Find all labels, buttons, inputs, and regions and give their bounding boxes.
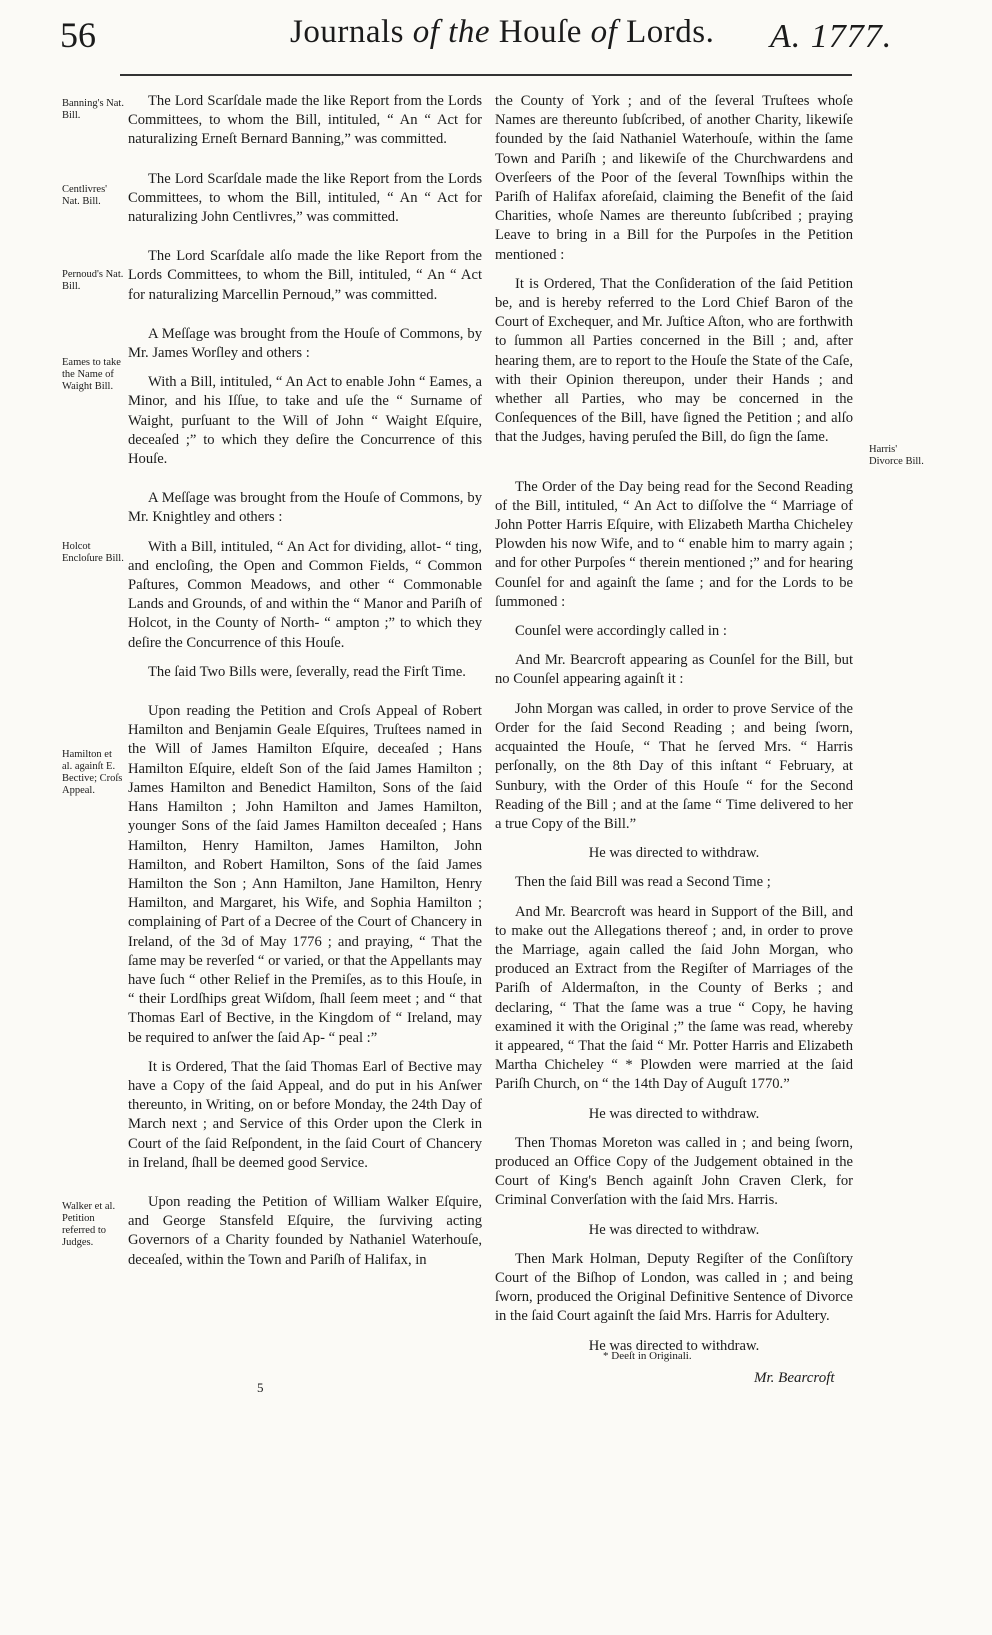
paragraph: John Morgan was called, in order to prove Service of the Order for the ſaid Second Reading ; and being ſworn, acquainted the Houſe, “ That he ſerved Mrs. “ Harris perſonally, on the 8th Day of this inſtant “ February, at Sunbury, with the Order of this Houſe “ for the Second Reading of the Bill ; and at the ſame “ Time delivered to her a true Copy of the Bill.” — [495, 700, 853, 832]
paragraph: The Lord Scarſdale made the like Report from the Lords Committees, to whom the Bill, intituled, “ An “ Act for naturalizing Erneſt Bernard Banning,” was committed. — [128, 93, 482, 148]
margin-note-harris: Harris' Divorce Bill. — [869, 444, 924, 467]
margin-note-eames: Eames to take the Name of Waight Bill. — [62, 357, 121, 392]
right-column — [495, 92, 853, 1356]
margin-note-banning: Banning's Nat. Bill. — [62, 98, 124, 121]
title-journals: Journals — [290, 14, 404, 50]
paragraph: He was directed to withdraw. — [588, 1337, 760, 1354]
footnote: * Deeſt in Originali. — [603, 1350, 692, 1362]
paragraph: He was directed to withdraw. — [588, 845, 760, 862]
paragraph: With a Bill, intituled, “ An Act to enable John “ Eames, a Minor, and his Iſſue, to take and uſe the “ Surname of Waight, purſuant to the Will of John “ Waight Eſquire, deceaſed ;” to which they deſire the Concurrence of this Houſe. — [128, 374, 482, 468]
paragraph: The Lord Scarſdale made the like Report from the Lords Committees, to whom the Bill, intituled, “ An “ Act for naturalizing John Centlivres,” was committed. — [128, 170, 482, 226]
paragraph: He was directed to withdraw. — [588, 1221, 760, 1238]
paragraph: The Lord Scarſdale alſo made the like Report from the Lords Committees, to whom the Bill, intituled, “ An “ Act for naturalizing Marcellin Pernoud,” was committed. — [128, 248, 482, 303]
paragraph: The Order of the Day being read for the Second Reading of the Bill, intituled, “ An Act to diſſolve the “ Marriage of John Potter Harris Eſquire, with Elizabeth Martha Chicheley Plowden his now Wife, and to “ enable him to marry again ; and for other Purpoſes “ therein mentioned ;” and for hearing Counſel for and againſt the ſame ; and for the Lords to be ſummoned : — [495, 478, 853, 610]
title-the: the — [448, 14, 490, 50]
margin-note-pernoud: Pernoud's Nat. Bill. — [62, 269, 124, 292]
paragraph: The ſaid Two Bills were, ſeverally, read the Firſt Time. — [148, 663, 466, 680]
title-of-2: of — [590, 14, 618, 50]
year: A. 1777. — [770, 18, 893, 55]
paragraph: A Meſſage was brought from the Houſe of Commons, by Mr. Knightley and others : — [128, 490, 482, 526]
title-of: of — [412, 14, 440, 50]
page-header — [0, 0, 992, 80]
left-column — [128, 92, 482, 1270]
paragraph: And Mr. Bearcroft appearing as Counſel for the Bill, but no Counſel appearing againſt it : — [495, 652, 853, 688]
paragraph: Then the ſaid Bill was read a Second Time ; — [515, 874, 771, 891]
paragraph: He was directed to withdraw. — [588, 1105, 760, 1122]
journal-title — [290, 14, 714, 51]
margin-note-hamilton: Hamilton et al. againſt E. Bective; Croſs Appeal. — [62, 749, 123, 796]
title-lords: Lords. — [626, 14, 715, 50]
paragraph: With a Bill, intituled, “ An Act for dividing, allot- “ ting, and encloſing, the Open and Common Fields, “ Common Paſtures, Common Meadows, and other “ Commonable Lands and Grounds, of and within the “ Manor and Pariſh of Holcot, in the County of North- “ ampton ;” to which they deſire the Concurrence of this Houſe. — [128, 538, 482, 651]
paragraph: And Mr. Bearcroft was heard in Support of the Bill, and to make out the Allegations thereof ; and, in order to prove the Marriage, again called the ſaid John Morgan, who produced an Extract from the Regiſter of Marriages of the Pariſh of Aldermaſton, in the County of Berks ; and declaring, “ That the ſame was a true “ Copy, he having examined it with the Original ;” the ſame was read, whereby it appeared, “ That the ſaid “ Mr. Potter Harris and Elizabeth Martha Chicheley “ * Plowden were married at the ſaid Pariſh Church, on “ the 14th Day of Auguſt 1770.” — [495, 903, 853, 1093]
title-house: Houſe — [498, 14, 582, 50]
paragraph: the County of York ; and of the ſeveral Truſtees whoſe Names are thereunto ſubſcribed, of another Charity, likewiſe founded by the ſaid Nathaniel Waterhouſe, within the ſame Town and Pariſh ; and likewiſe of the Churchwardens and Overſeers of the Poor of the ſeveral Townſhips within the Pariſh of Halifax aforeſaid, claiming the Benefit of the ſaid Charities, whoſe Names are thereunto ſubſcribed ; praying Leave to bring in a Bill for the Purpoſes in the Petition mentioned : — [495, 93, 853, 263]
paragraph: Then Thomas Moreton was called in ; and being ſworn, produced an Office Copy of the Judgement obtained in the Court of King's Bench againſt John Craven Clerk, for Criminal Converſation with the ſaid Mrs. Harris. — [495, 1134, 853, 1209]
paragraph: Then Mark Holman, Deputy Regiſter of the Conſiſtory Court of the Biſhop of London, was called in ; and being ſworn, produced the Original Definitive Sentence of Divorce in the ſaid Court againſt the ſaid Mrs. Harris for Adultery. — [495, 1250, 853, 1325]
margin-note-walker: Walker et al. Petition referred to Judges. — [62, 1201, 116, 1248]
paragraph: Upon reading the Petition of William Walker Eſquire, and George Stansfeld Eſquire, the ſurviving acting Governors of a Charity founded by Nathaniel Waterhouſe, deceaſed, within the Town and Pariſh of Halifax, in — [128, 1193, 482, 1268]
catchword: Mr. Bearcroft — [754, 1370, 835, 1386]
margin-note-holcot: Holcot Encloſure Bill. — [62, 541, 124, 564]
margin-note-centlivres: Centlivres' Nat. Bill. — [62, 184, 108, 207]
paragraph: Upon reading the Petition and Croſs Appeal of Robert Hamilton and Benjamin Geale Eſquires, Truſtees named in the Will of James Hamilton Eſquire, deceaſed ; Hans Hamilton Eſquire, eldeſt Son of the ſaid James Hamilton ; James Hamilton and Benedict Hamilton, Sons of the ſaid Hans Hamilton ; John Hamilton and James Hamilton, younger Sons of the ſaid James Hamilton deceaſed ; Hans Hamilton, Henry Hamilton, James Hamilton, John Hamilton, and Robert Hamilton, Sons of the ſaid James Hamilton the Son ; Ann Hamilton, Jane Hamilton, Henry Hamilton, and Margaret, his Wife, and Sophia Hamilton ; complaining of Part of a Decree of the Court of Chancery in Ireland, of the 3d of May 1776 ; and praying, “ That the ſame may be reverſed “ or varied, or that the Appellants may have ſuch “ other Relief in the Premiſes, as to this Houſe, in “ their Lordſhips great Wiſdom, ſhall ſeem meet ; and “ that Thomas Earl of Bective, in the Kingdom of “ Ireland, may be required to anſwer the ſaid Ap- “ peal :” — [128, 703, 482, 1046]
signature-mark: 5 — [257, 1380, 264, 1395]
paragraph: It is Ordered, That the Conſideration of the ſaid Petition be, and is hereby referred to the Lord Chief Baron of the Court of Exchequer, and Mr. Juſtice Aſton, who are forthwith to ſummon all Parties concerned in the Bill ; and, after hearing them, are to report to the Houſe the State of the Caſe, with their Opinion thereupon, under their Hands ; and whether all Parties, who may be concerned in the Conſequences of the Bill, have ſigned the Petition ; and alſo that the Judges, having peruſed the Bill, do ſign the ſame. — [495, 275, 853, 446]
paragraph: It is Ordered, That the ſaid Thomas Earl of Bective may have a Copy of the ſaid Appeal, and do put in his Anſwer thereunto, in Writing, on or before Monday, the 24th Day of March next ; and Service of this Order upon the Clerk in Court of the ſaid Reſpondent, in the ſaid Court of Chancery in Ireland, ſhall be deemed good Service. — [128, 1058, 482, 1171]
page-number: 56 — [60, 15, 96, 55]
paragraph: Counſel were accordingly called in : — [515, 623, 727, 640]
paragraph: A Meſſage was brought from the Houſe of Commons, by Mr. James Worſley and others : — [128, 325, 482, 362]
header-rule — [120, 74, 852, 76]
